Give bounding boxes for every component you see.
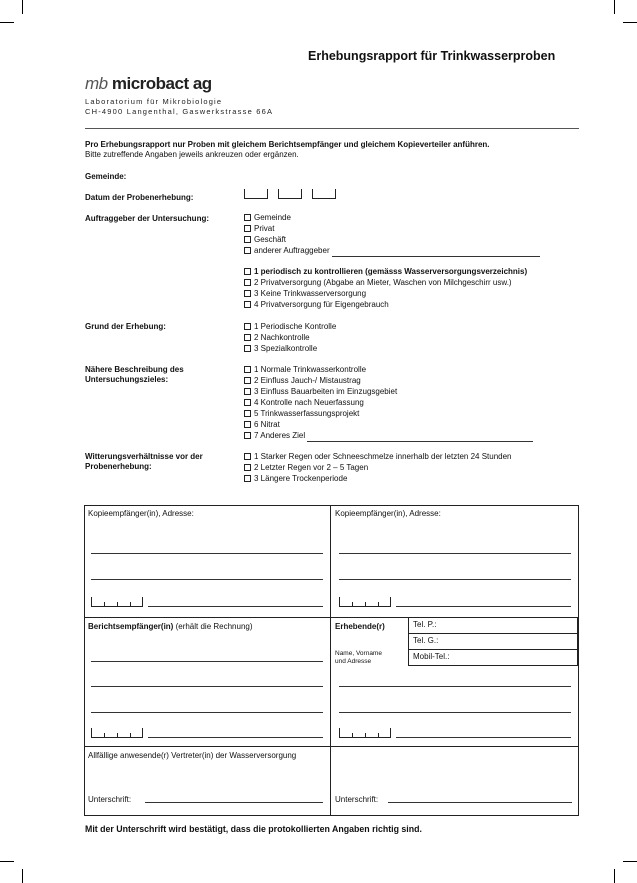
- auftraggeber-label: Auftraggeber der Untersuchung:: [85, 214, 210, 223]
- erhebende-line-1[interactable]: [339, 686, 571, 687]
- option-grund-2[interactable]: 2 Nachkontrolle: [244, 333, 310, 344]
- checkbox[interactable]: [244, 410, 251, 417]
- divider: [85, 128, 579, 129]
- mobil-tel-field[interactable]: Mobil-Tel.:: [408, 649, 578, 666]
- checkbox[interactable]: [244, 453, 251, 460]
- kopie-right-line-2[interactable]: [339, 579, 571, 580]
- option-witterung-1[interactable]: 1 Starker Regen oder Schneeschmelze innerhalb der letzten 24 Stunden: [244, 452, 512, 463]
- option-grund-3[interactable]: 3 Spezialkontrolle: [244, 344, 317, 355]
- bericht-plz-field[interactable]: [91, 728, 143, 738]
- option-ziel-4[interactable]: 4 Kontrolle nach Neuerfassung: [244, 398, 364, 409]
- tel-g-field[interactable]: Tel. G.:: [408, 633, 578, 650]
- crop-mark: [623, 22, 637, 23]
- option-versorgung-2[interactable]: 2 Privatversorgung (Abgabe an Mieter, Waschen von Milchgeschirr usw.): [244, 278, 512, 289]
- option-witterung-2[interactable]: 2 Letzter Regen vor 2 – 5 Tagen: [244, 463, 368, 474]
- crop-mark: [22, 0, 23, 14]
- unterschrift-left-line[interactable]: [145, 802, 323, 803]
- checkbox[interactable]: [244, 345, 251, 352]
- checkbox[interactable]: [244, 214, 251, 221]
- option-ziel-1[interactable]: 1 Normale Trinkwasserkontrolle: [244, 365, 366, 376]
- tel-p-field[interactable]: Tel. P.:: [408, 617, 578, 634]
- intro-text: [85, 140, 490, 160]
- kopie-right-ort-line[interactable]: [396, 606, 571, 607]
- crop-mark: [0, 861, 14, 862]
- option-geschaeft[interactable]: Geschäft: [244, 235, 286, 246]
- checkbox[interactable]: [244, 432, 251, 439]
- kopie-left-line-1[interactable]: [91, 553, 323, 554]
- option-witterung-3[interactable]: 3 Längere Trockenperiode: [244, 474, 347, 485]
- anderes-ziel-input[interactable]: [307, 433, 533, 442]
- erhebende-plz-field[interactable]: [339, 728, 391, 738]
- kopie-right-line-1[interactable]: [339, 553, 571, 554]
- datum-label: Datum der Probenerhebung:: [85, 193, 194, 202]
- bericht-line-2[interactable]: [91, 686, 323, 687]
- option-versorgung-4[interactable]: 4 Privatversorgung für Eigengebrauch: [244, 300, 389, 311]
- checkbox[interactable]: [244, 464, 251, 471]
- crop-mark: [614, 0, 615, 14]
- option-ziel-7[interactable]: 7 Anderes Ziel: [244, 431, 533, 442]
- beschreibung-label: Nähere Beschreibung des Untersuchungszieles:: [85, 365, 184, 384]
- logo-prefix: mb: [85, 74, 108, 93]
- kopie-left-ort-line[interactable]: [148, 606, 323, 607]
- kopie-right-plz-field[interactable]: [339, 597, 391, 607]
- date-month-field[interactable]: [278, 189, 302, 199]
- checkbox[interactable]: [244, 279, 251, 286]
- date-year-field[interactable]: [312, 189, 336, 199]
- kopie-left-label: Kopieempfänger(in), Adresse:: [88, 509, 194, 518]
- company-logo: [85, 74, 212, 94]
- checkbox[interactable]: [244, 399, 251, 406]
- bericht-line-1[interactable]: [91, 661, 323, 662]
- checkbox[interactable]: [244, 421, 251, 428]
- checkbox[interactable]: [244, 236, 251, 243]
- option-ziel-6[interactable]: 6 Nitrat: [244, 420, 280, 431]
- checkbox[interactable]: [244, 388, 251, 395]
- erhebende-line-2[interactable]: [339, 712, 571, 713]
- kopie-left-plz-field[interactable]: [91, 597, 143, 607]
- kopie-left-line-2[interactable]: [91, 579, 323, 580]
- checkbox[interactable]: [244, 268, 251, 275]
- option-ziel-5[interactable]: 5 Trinkwasserfassungsprojekt: [244, 409, 359, 420]
- option-anderer-auftraggeber[interactable]: anderer Auftraggeber: [244, 246, 540, 257]
- witterung-label: Witterungsverhältnisse vor der Probenerhebung:: [85, 452, 203, 471]
- option-gemeinde[interactable]: Gemeinde: [244, 213, 291, 224]
- bericht-label: Berichtsempfänger(in) (erhält die Rechnung): [88, 622, 253, 631]
- intro-line-1: Pro Erhebungsrapport nur Proben mit gleichem Berichtsempfänger und gleichem Kopieverteiler anführen.: [85, 140, 490, 149]
- page-title: Erhebungsrapport für Trinkwasserproben: [308, 49, 556, 63]
- tel-divider: [408, 617, 409, 666]
- option-versorgung-3[interactable]: 3 Keine Trinkwasserversorgung: [244, 289, 366, 300]
- option-versorgung-1[interactable]: 1 periodisch zu kontrollieren (gemässs Wasserversorgungsverzeichnis): [244, 267, 527, 278]
- bericht-ort-line[interactable]: [148, 737, 323, 738]
- checkbox[interactable]: [244, 334, 251, 341]
- unterschrift-right-label: Unterschrift:: [335, 795, 379, 804]
- option-grund-1[interactable]: 1 Periodische Kontrolle: [244, 322, 336, 333]
- checkbox[interactable]: [244, 247, 251, 254]
- gemeinde-label: Gemeinde:: [85, 172, 127, 181]
- crop-mark: [614, 869, 615, 883]
- option-privat[interactable]: Privat: [244, 224, 274, 235]
- intro-line-2: Bitte zutreffende Angaben jeweils ankreuzen oder ergänzen.: [85, 150, 299, 159]
- crop-mark: [0, 22, 14, 23]
- checkbox[interactable]: [244, 377, 251, 384]
- table-divider: [330, 505, 331, 816]
- checkbox[interactable]: [244, 323, 251, 330]
- vertreter-label: Allfällige anwesende(r) Vertreter(in) der Wasserversorgung: [88, 751, 297, 760]
- footer-statement: Mit der Unterschrift wird bestätigt, dass die protokollierten Angaben richtig sind.: [85, 824, 422, 834]
- lab-address: [85, 97, 273, 117]
- table-divider: [84, 746, 579, 747]
- crop-mark: [22, 869, 23, 883]
- checkbox[interactable]: [244, 301, 251, 308]
- erhebende-ort-line[interactable]: [396, 737, 571, 738]
- checkbox[interactable]: [244, 290, 251, 297]
- lab-line-2: CH-4900 Langenthal, Gaswerkstrasse 66A: [85, 107, 274, 116]
- checkbox[interactable]: [244, 366, 251, 373]
- erhebende-label: Erhebende(r): [335, 622, 385, 631]
- unterschrift-right-line[interactable]: [388, 802, 572, 803]
- option-ziel-2[interactable]: 2 Einfluss Jauch-/ Mistaustrag: [244, 376, 361, 387]
- logo-text: microbact ag: [111, 74, 212, 93]
- crop-mark: [623, 861, 637, 862]
- grund-label: Grund der Erhebung:: [85, 322, 166, 331]
- checkbox[interactable]: [244, 475, 251, 482]
- bericht-line-3[interactable]: [91, 712, 323, 713]
- checkbox[interactable]: [244, 225, 251, 232]
- unterschrift-left-label: Unterschrift:: [88, 795, 132, 804]
- date-day-field[interactable]: [244, 189, 268, 199]
- kopie-right-label: Kopieempfänger(in), Adresse:: [335, 509, 441, 518]
- name-hint: Name, Vorname und Adresse: [335, 650, 382, 665]
- anderer-auftraggeber-input[interactable]: [332, 248, 540, 257]
- option-ziel-3[interactable]: 3 Einfluss Bauarbeiten im Einzugsgebiet: [244, 387, 397, 398]
- lab-line-1: Laboratorium für Mikrobiologie: [85, 97, 223, 106]
